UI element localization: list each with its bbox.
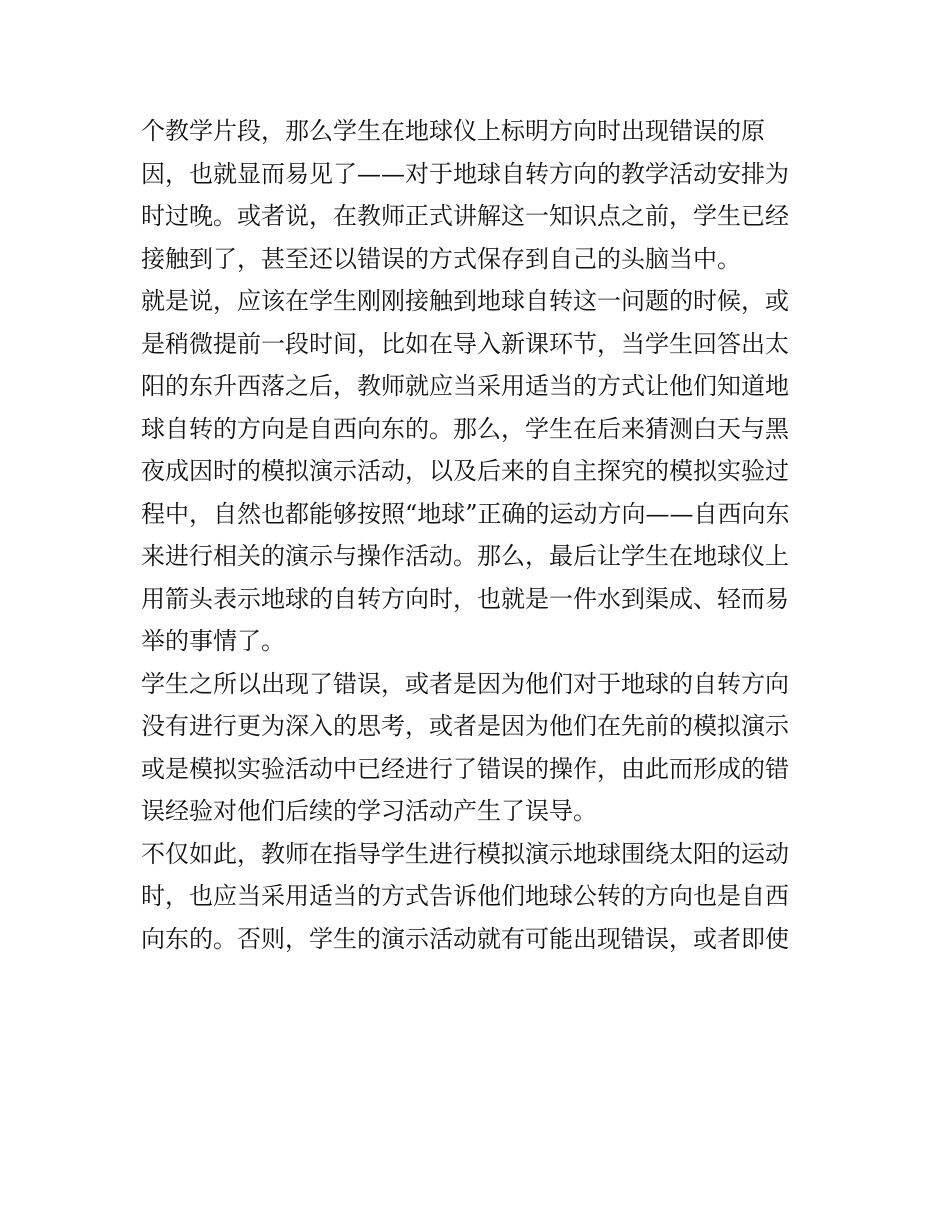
text-line: 个教学片段，那么学生在地球仪上标明方向时出现错误的原 [141,117,765,145]
text-line: 没有进行更为深入的思考，或者是因为他们在先前的模拟演示 [141,712,789,740]
text-line: 是稍微提前一段时间，比如在导入新课环节，当学生回答出太 [141,329,789,358]
text-line: 就是说，应该在学生刚刚接触到地球自转这一问题的时候，或 [141,287,789,315]
text-line: 夜成因时的模拟演示活动，以及后来的自主探究的模拟实验过 [141,457,789,485]
text-line: 用箭头表示地球的自转方向时，也就是一件水到渠成、轻而易 [141,584,789,613]
text-line: 不仅如此，教师在指导学生进行模拟演示地球围绕太阳的运动 [141,839,789,868]
text-line: 误经验对他们后续的学习活动产生了误导。 [141,797,597,825]
text-line: 因，也就显而易见了——对于地球自转方向的教学活动安排为 [141,159,789,188]
text-line: 学生之所以出现了错误，或者是因为他们对于地球的自转方向 [141,669,789,698]
text-line: 来进行相关的演示与操作活动。那么，最后让学生在地球仪上 [141,542,789,570]
text-line: 向东的。否则，学生的演示活动就有可能出现错误，或者即使 [141,924,789,953]
text-line: 举的事情了。 [141,627,285,655]
body-text [141,110,821,960]
text-line: 程中，自然也都能够按照“地球”正确的运动方向——自西向东 [141,499,790,528]
text-line: 时，也应当采用适当的方式告诉他们地球公转的方向也是自西 [141,882,789,910]
text-line: 阳的东升西落之后，教师就应当采用适当的方式让他们知道地 [141,372,789,400]
text-line: 接触到了，甚至还以错误的方式保存到自己的头脑当中。 [141,244,741,273]
text-line: 球自转的方向是自西向东的。那么，学生在后来猜测白天与黑 [141,414,789,443]
text-line: 或是模拟实验活动中已经进行了错误的操作，由此而形成的错 [141,754,789,783]
text-line: 时过晚。或者说，在教师正式讲解这一知识点之前，学生已经 [141,202,789,230]
